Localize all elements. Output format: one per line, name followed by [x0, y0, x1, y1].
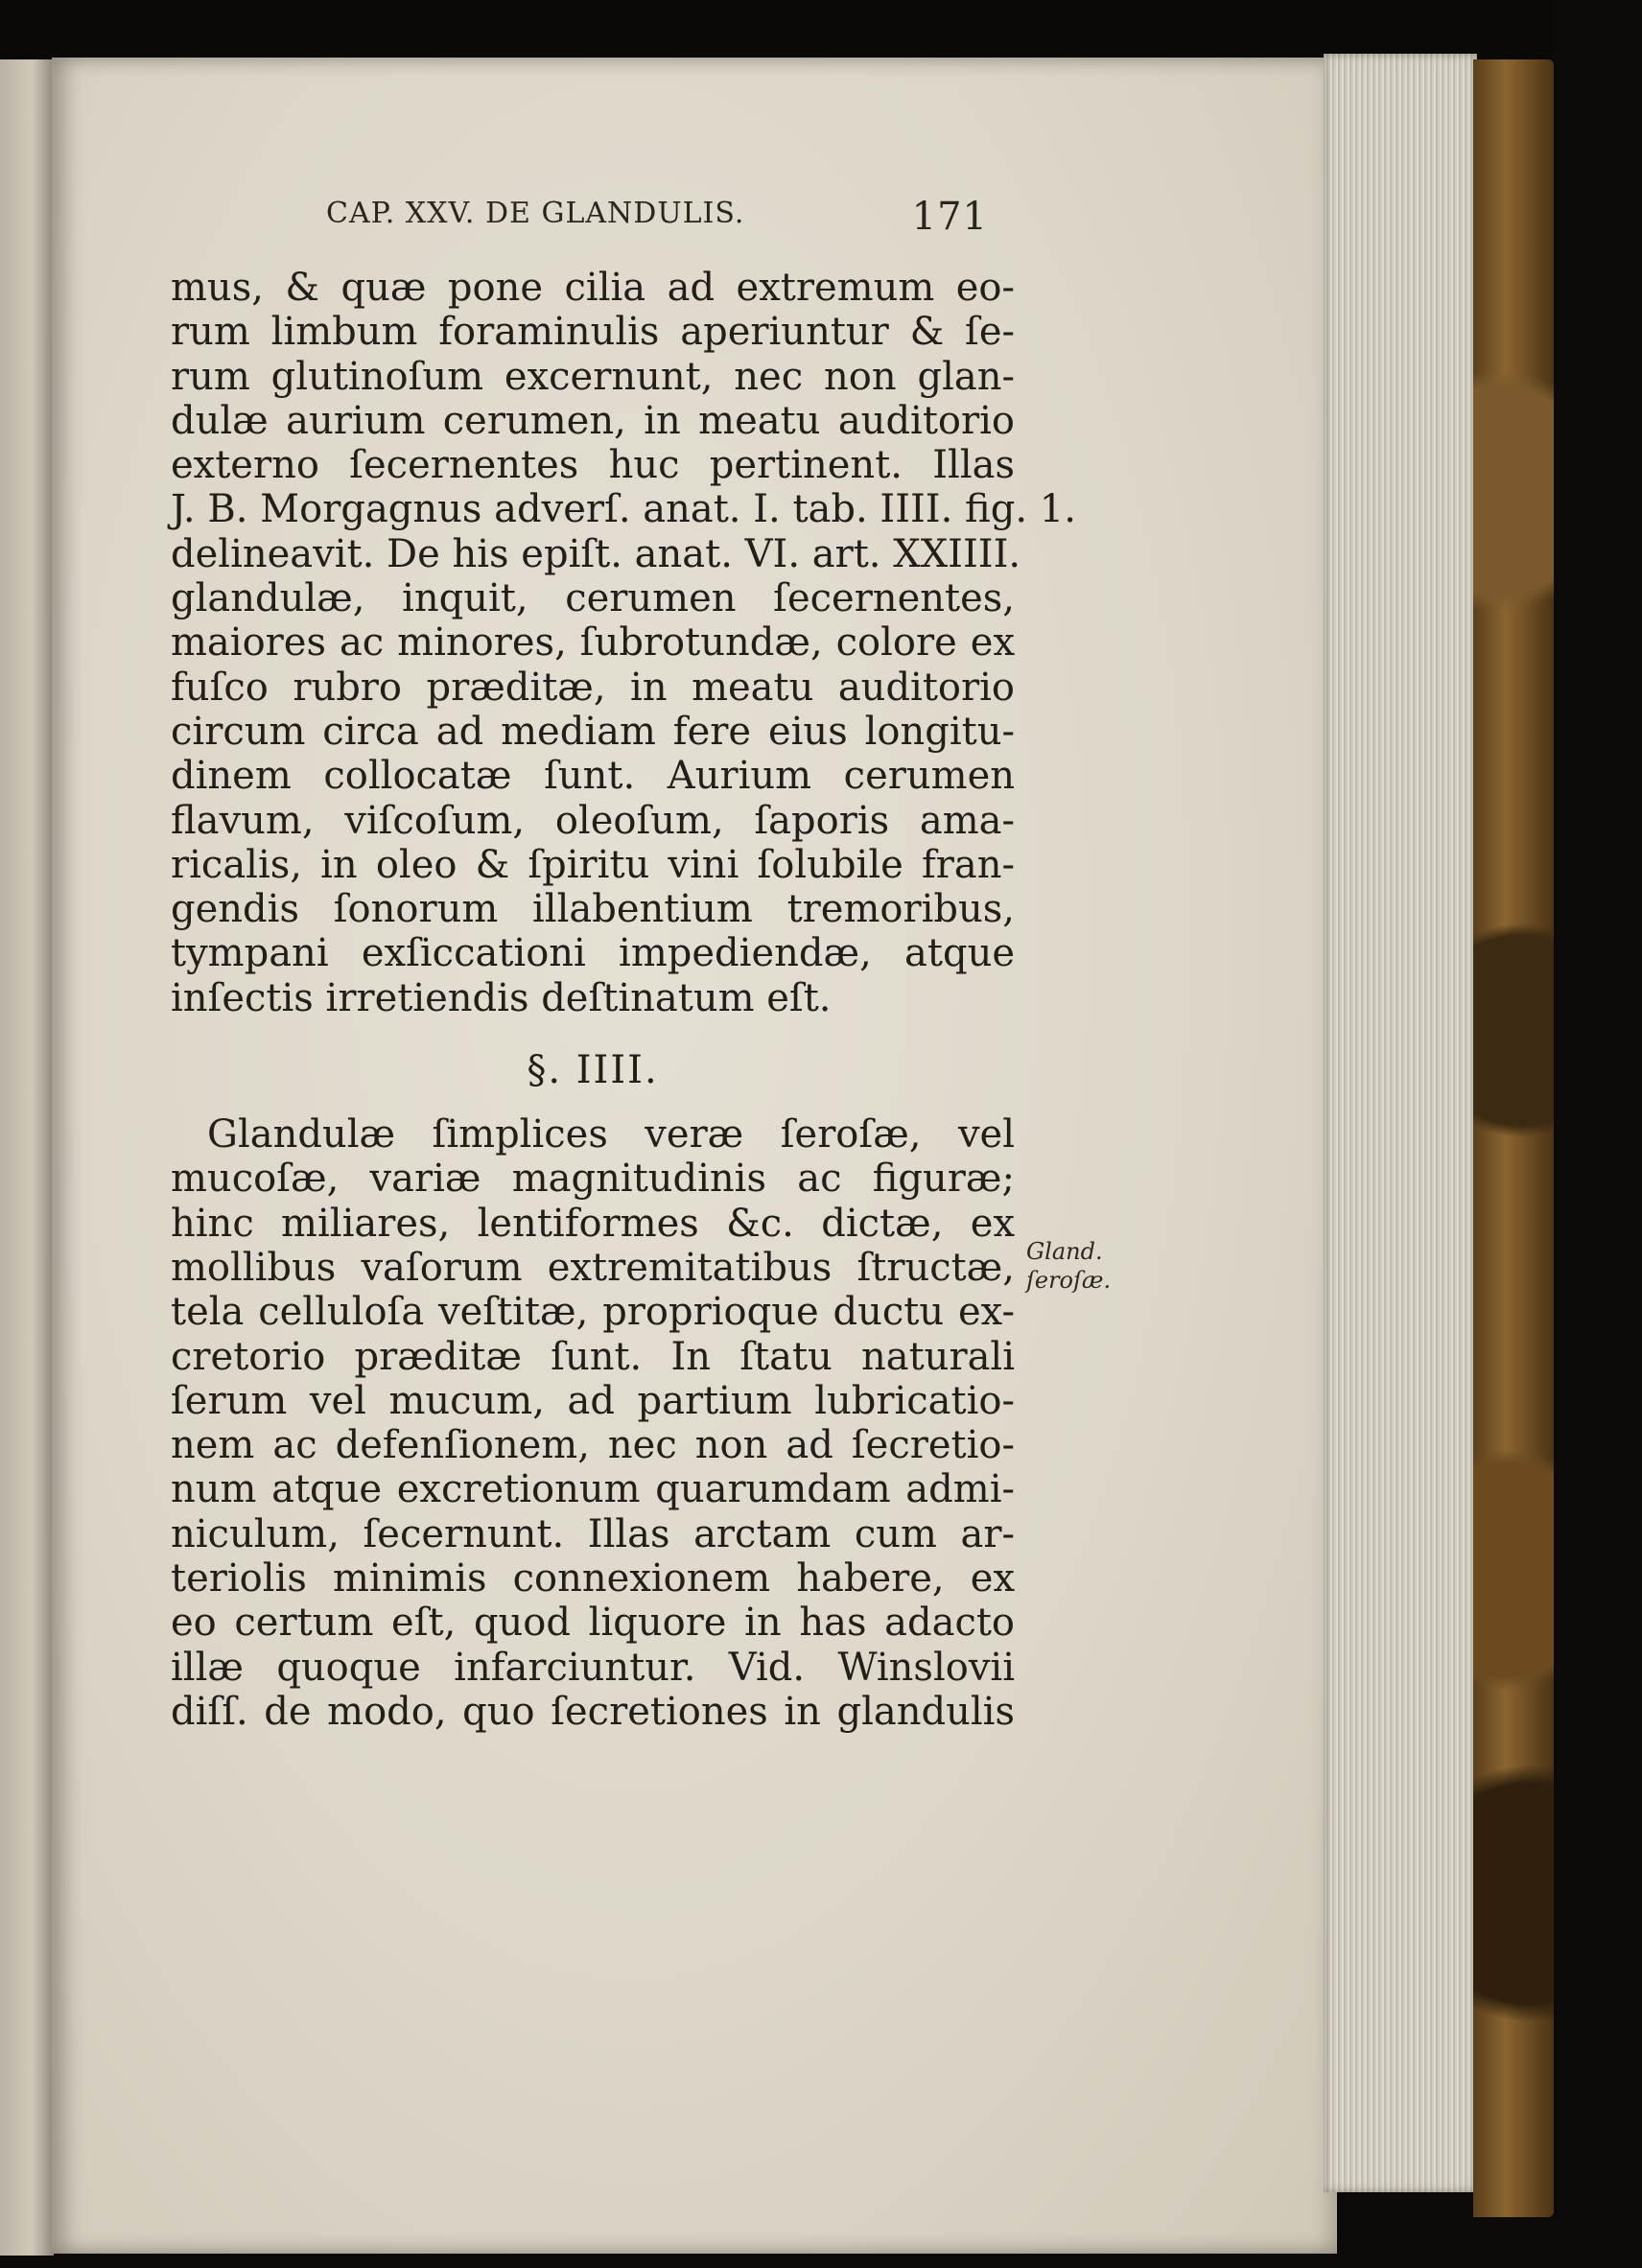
page-body	[171, 266, 1076, 1734]
text-line: mollibus vaſorum extremitatibus ſtructæ,	[171, 1245, 1015, 1290]
text-line: circum circa ad mediam fere eius longitu-	[171, 709, 1015, 754]
margin-note	[1026, 1237, 1111, 1295]
text-line: cretorio præditæ ſunt. In ſtatu naturali	[171, 1334, 1015, 1379]
text-line: mucoſæ, variæ magnitudinis ac figuræ;	[171, 1157, 1015, 1202]
text-line: dulæ aurium cerumen, in meatu auditorio	[171, 398, 1015, 443]
text-line: rum limbum foraminulis aperiuntur & ſe-	[171, 310, 1015, 355]
paragraph-section-4	[171, 1112, 1015, 1734]
text-line: eo certum eſt, quod liquore in has adacto	[171, 1601, 1015, 1646]
text-line: rum glutinoſum excernunt, nec non glan-	[171, 354, 1015, 399]
paragraph-continued	[171, 266, 1076, 1020]
running-title: CAP. XXV. DE GLANDULIS.	[326, 197, 745, 230]
margin-note-line: Gland.	[1026, 1238, 1103, 1265]
book-cover	[1473, 59, 1554, 2217]
text-line: delineavit. De his epiſt. anat. VI. art. XXIIII.	[171, 531, 1021, 576]
text-line: ricalis, in oleo & ſpiritu vini ſolubile fran-	[171, 842, 1015, 887]
text-line: flavum, viſcoſum, oleoſum, ſaporis ama-	[171, 798, 1015, 843]
text-line: Glandulæ ſimplices veræ ſeroſæ, vel	[207, 1112, 1015, 1157]
scan-background-top	[0, 0, 1642, 61]
facing-page-edge	[0, 59, 54, 2256]
text-line: hinc miliares, lentiformes &c. dictæ, ex	[171, 1201, 1015, 1246]
text-line: nem ac defenſionem, nec non ad ſecretio-	[171, 1423, 1015, 1468]
text-line: dinem collocatæ ſunt. Aurium cerumen	[171, 754, 1015, 799]
text-line: niculum, ſecernunt. Illas arctam cum ar-	[171, 1511, 1015, 1556]
text-line: fuſco rubro præditæ, in meatu auditorio	[171, 665, 1015, 710]
text-line: ſerum vel mucum, ad partium lubricatio-	[171, 1378, 1015, 1423]
text-line: teriolis minimis connexionem habere, ex	[171, 1556, 1015, 1602]
text-line: tympani exſiccationi impediendæ, atque	[171, 931, 1015, 976]
page-edges	[1324, 54, 1477, 2192]
page-number: 171	[911, 195, 988, 239]
text-line: diſſ. de modo, quo ſecretiones in glandulis	[171, 1689, 1015, 1734]
text-line: J. B. Morgagnus adverſ. anat. I. tab. IIII. fig. 1.	[171, 487, 1076, 532]
section-heading: §. IIII.	[527, 1048, 659, 1093]
text-line: glandulæ, inquit, cerumen ſecernentes,	[171, 576, 1015, 621]
text-line: externo ſecernentes huc pertinent. Illas	[171, 443, 1015, 488]
text-line: tela celluloſa veſtitæ, proprioque ductu ex-	[171, 1290, 1015, 1335]
text-line: illæ quoque infarciuntur. Vid. Winslovii	[171, 1645, 1015, 1690]
text-line: gendis ſonorum illabentium tremoribus,	[171, 887, 1015, 932]
text-line: mus, & quæ pone cilia ad extremum eo-	[171, 266, 1015, 310]
scan-background-right	[1554, 0, 1642, 2268]
text-line: inſectis irretiendis deſtinatum eſt.	[171, 975, 832, 1020]
text-line: maiores ac minores, ſubrotundæ, colore ex	[171, 620, 1015, 666]
margin-note-line: ſeroſæ.	[1026, 1267, 1112, 1294]
text-line: num atque excretionum quarumdam admi-	[171, 1467, 1015, 1512]
running-header	[326, 197, 988, 245]
